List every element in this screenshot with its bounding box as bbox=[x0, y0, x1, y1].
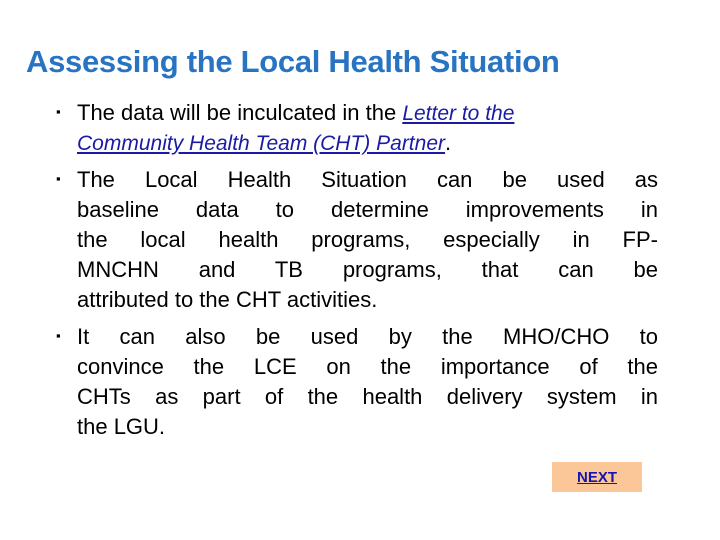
bullet-baseline-data: ▪ The Local Health Situation can be used as baseline data to determine improvements in the local health programs, especially in FP- MNCHN and TB programs, that can be attributed to the CHT activities. bbox=[56, 167, 658, 312]
bullet-marker: ▪ bbox=[56, 104, 61, 119]
bullet-marker: ▪ bbox=[56, 171, 61, 186]
bullet-convince-lce: ▪ It can also be used by the MHO/CHO to convince the LCE on the importance of the CHTs as part of the health delivery system in the LGU. bbox=[56, 324, 658, 439]
cht-partner-link[interactable]: Community Health Team (CHT) Partner bbox=[77, 132, 445, 155]
next-button[interactable] bbox=[552, 462, 642, 492]
bullet-marker: ▪ bbox=[56, 328, 61, 343]
letter-link[interactable]: Letter to the bbox=[402, 102, 515, 125]
bullet-letter-to-cht: ▪ The data will be inculcated in the Letter to the Community Health Team (CHT) Partner. bbox=[56, 100, 515, 155]
slide-title: Assessing the Local Health Situation bbox=[26, 44, 560, 79]
next-link[interactable]: NEXT bbox=[576, 468, 617, 486]
